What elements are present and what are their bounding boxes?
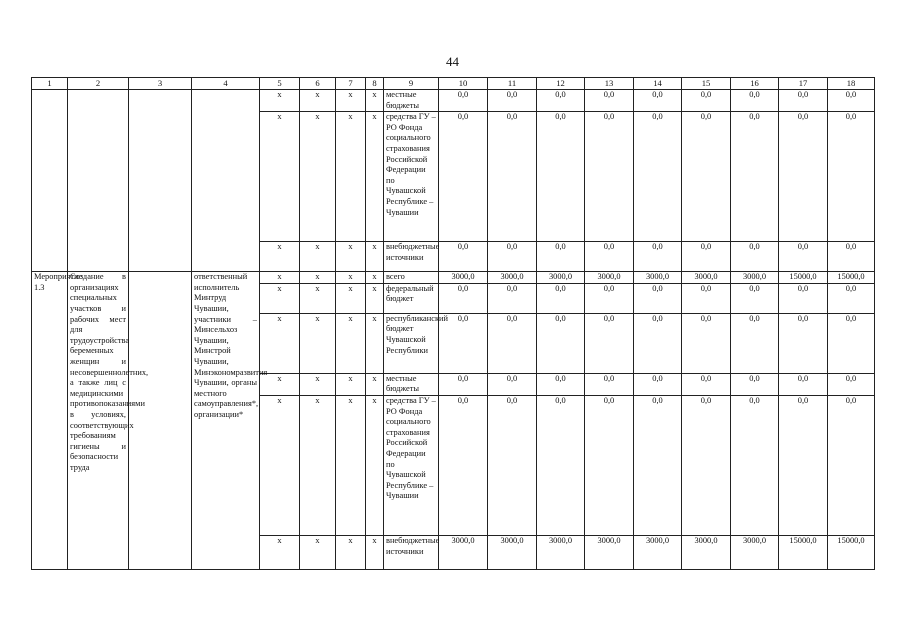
value-cell: 0,0: [537, 283, 585, 313]
column-header: 6: [300, 78, 336, 90]
mark-cell: х: [336, 90, 366, 112]
value-cell: 0,0: [828, 112, 875, 242]
value-cell: 3000,0: [682, 272, 731, 284]
value-cell: 0,0: [828, 395, 875, 535]
funding-source: средства ГУ – РО Фонда социального страхования Российской Федерации по Чувашской Республике – Чувашии: [384, 395, 439, 535]
value-cell: 0,0: [828, 242, 875, 272]
value-cell: 3000,0: [439, 535, 488, 569]
mark-cell: х: [300, 272, 336, 284]
mark-cell: х: [336, 112, 366, 242]
value-cell: 0,0: [488, 90, 537, 112]
value-cell: 3000,0: [537, 535, 585, 569]
mark-cell: х: [260, 373, 300, 395]
value-cell: 0,0: [682, 395, 731, 535]
value-cell: 15000,0: [779, 535, 828, 569]
mark-cell: х: [300, 313, 336, 373]
empty-cell: [192, 90, 260, 272]
funding-source: местные бюджеты: [384, 373, 439, 395]
funding-source: всего: [384, 272, 439, 284]
value-cell: 0,0: [585, 395, 634, 535]
mark-cell: х: [366, 242, 384, 272]
value-cell: 0,0: [828, 373, 875, 395]
value-cell: 15000,0: [779, 272, 828, 284]
value-cell: 0,0: [779, 283, 828, 313]
value-cell: 0,0: [634, 313, 682, 373]
column-header: 5: [260, 78, 300, 90]
value-cell: 0,0: [682, 283, 731, 313]
value-cell: 0,0: [634, 112, 682, 242]
value-cell: 3000,0: [488, 272, 537, 284]
mark-cell: х: [260, 283, 300, 313]
funding-source: средства ГУ – РО Фонда социального страхования Российской Федерации по Чувашской Республике – Чувашии: [384, 112, 439, 242]
mark-cell: х: [366, 395, 384, 535]
mark-cell: х: [336, 313, 366, 373]
column-header: 16: [731, 78, 779, 90]
mark-cell: х: [366, 112, 384, 242]
measure-executors: ответственный исполнитель Минтруд Чувашии, участники – Минсельхоз Чувашии, Минстрой Чувашии, Минэкономразвития Чувашии, органы местного самоуправления*, организации*: [192, 272, 260, 570]
mark-cell: х: [366, 373, 384, 395]
value-cell: 0,0: [439, 242, 488, 272]
value-cell: 0,0: [537, 313, 585, 373]
value-cell: 3000,0: [488, 535, 537, 569]
value-cell: 0,0: [828, 283, 875, 313]
value-cell: 0,0: [439, 395, 488, 535]
value-cell: 0,0: [439, 283, 488, 313]
value-cell: 0,0: [731, 242, 779, 272]
funding-source: федеральный бюджет: [384, 283, 439, 313]
column-header: 9: [384, 78, 439, 90]
column-header: 1: [32, 78, 68, 90]
value-cell: 0,0: [537, 242, 585, 272]
mark-cell: х: [260, 90, 300, 112]
value-cell: 3000,0: [439, 272, 488, 284]
empty-cell: [68, 90, 129, 272]
value-cell: 0,0: [731, 283, 779, 313]
mark-cell: х: [260, 535, 300, 569]
value-cell: 0,0: [488, 242, 537, 272]
mark-cell: х: [366, 283, 384, 313]
value-cell: 0,0: [537, 90, 585, 112]
value-cell: 0,0: [634, 373, 682, 395]
value-cell: 0,0: [537, 373, 585, 395]
mark-cell: х: [260, 395, 300, 535]
funding-source: внебюджетные источники: [384, 535, 439, 569]
value-cell: 3000,0: [585, 535, 634, 569]
value-cell: 0,0: [779, 373, 828, 395]
value-cell: 15000,0: [828, 535, 875, 569]
value-cell: 0,0: [488, 395, 537, 535]
column-header: 13: [585, 78, 634, 90]
column-header: 3: [129, 78, 192, 90]
value-cell: 0,0: [731, 90, 779, 112]
value-cell: 3000,0: [682, 535, 731, 569]
column-header: 18: [828, 78, 875, 90]
value-cell: 0,0: [585, 313, 634, 373]
mark-cell: х: [366, 90, 384, 112]
budget-table: [31, 77, 875, 570]
mark-cell: х: [336, 242, 366, 272]
mark-cell: х: [260, 272, 300, 284]
value-cell: 0,0: [682, 242, 731, 272]
value-cell: 0,0: [634, 283, 682, 313]
column-header: 8: [366, 78, 384, 90]
mark-cell: х: [300, 535, 336, 569]
column-header: 17: [779, 78, 828, 90]
value-cell: 3000,0: [731, 272, 779, 284]
value-cell: 0,0: [585, 283, 634, 313]
value-cell: 0,0: [731, 313, 779, 373]
value-cell: 0,0: [779, 112, 828, 242]
value-cell: 0,0: [779, 90, 828, 112]
funding-source: местные бюджеты: [384, 90, 439, 112]
mark-cell: х: [300, 242, 336, 272]
value-cell: 0,0: [682, 313, 731, 373]
empty-cell: [32, 90, 68, 272]
page-number: 44: [446, 54, 459, 69]
column-header: 2: [68, 78, 129, 90]
value-cell: 0,0: [682, 90, 731, 112]
mark-cell: х: [300, 395, 336, 535]
value-cell: 0,0: [585, 112, 634, 242]
mark-cell: х: [260, 112, 300, 242]
value-cell: 0,0: [682, 373, 731, 395]
value-cell: 0,0: [828, 313, 875, 373]
column-header: 12: [537, 78, 585, 90]
value-cell: 0,0: [634, 242, 682, 272]
value-cell: 15000,0: [828, 272, 875, 284]
mark-cell: х: [300, 283, 336, 313]
value-cell: 0,0: [779, 395, 828, 535]
value-cell: 0,0: [682, 112, 731, 242]
funding-source: республиканский бюджет Чувашской Республики: [384, 313, 439, 373]
value-cell: 0,0: [537, 395, 585, 535]
value-cell: 0,0: [779, 242, 828, 272]
mark-cell: х: [366, 535, 384, 569]
measure-col3: [129, 272, 192, 570]
table-row: [32, 90, 875, 112]
value-cell: 0,0: [439, 373, 488, 395]
value-cell: 0,0: [585, 373, 634, 395]
mark-cell: х: [336, 395, 366, 535]
mark-cell: х: [366, 272, 384, 284]
table-row: [32, 272, 875, 284]
value-cell: 0,0: [731, 373, 779, 395]
value-cell: 0,0: [731, 395, 779, 535]
mark-cell: х: [336, 373, 366, 395]
value-cell: 3000,0: [537, 272, 585, 284]
value-cell: 0,0: [779, 313, 828, 373]
column-header: 4: [192, 78, 260, 90]
mark-cell: х: [336, 272, 366, 284]
value-cell: 0,0: [585, 242, 634, 272]
value-cell: 3000,0: [634, 535, 682, 569]
measure-name: Мероприятие 1.3: [32, 272, 68, 570]
column-header: 7: [336, 78, 366, 90]
column-header: 10: [439, 78, 488, 90]
value-cell: 0,0: [537, 112, 585, 242]
column-header: 15: [682, 78, 731, 90]
value-cell: 0,0: [585, 90, 634, 112]
value-cell: 0,0: [634, 90, 682, 112]
mark-cell: х: [260, 313, 300, 373]
value-cell: 3000,0: [585, 272, 634, 284]
mark-cell: х: [336, 283, 366, 313]
column-header: 11: [488, 78, 537, 90]
value-cell: 0,0: [439, 112, 488, 242]
mark-cell: х: [300, 90, 336, 112]
value-cell: 3000,0: [634, 272, 682, 284]
value-cell: 0,0: [488, 112, 537, 242]
funding-source: внебюджетные источники: [384, 242, 439, 272]
measure-description: Создание в организациях специальных участков и рабочих мест для трудоустройства беременных женщин и несовершеннолетних, а также лиц с медицинскими противопоказаниями в условиях, соответствующих требованиям гигиены и безопасности труда: [68, 272, 129, 570]
value-cell: 0,0: [634, 395, 682, 535]
mark-cell: х: [300, 373, 336, 395]
value-cell: 0,0: [488, 373, 537, 395]
value-cell: 0,0: [731, 112, 779, 242]
mark-cell: х: [300, 112, 336, 242]
value-cell: 0,0: [828, 90, 875, 112]
column-number-row: [32, 78, 875, 90]
value-cell: 0,0: [439, 313, 488, 373]
mark-cell: х: [336, 535, 366, 569]
mark-cell: х: [366, 313, 384, 373]
value-cell: 0,0: [488, 313, 537, 373]
value-cell: 0,0: [488, 283, 537, 313]
empty-cell: [129, 90, 192, 272]
value-cell: 3000,0: [731, 535, 779, 569]
value-cell: 0,0: [439, 90, 488, 112]
mark-cell: х: [260, 242, 300, 272]
column-header: 14: [634, 78, 682, 90]
